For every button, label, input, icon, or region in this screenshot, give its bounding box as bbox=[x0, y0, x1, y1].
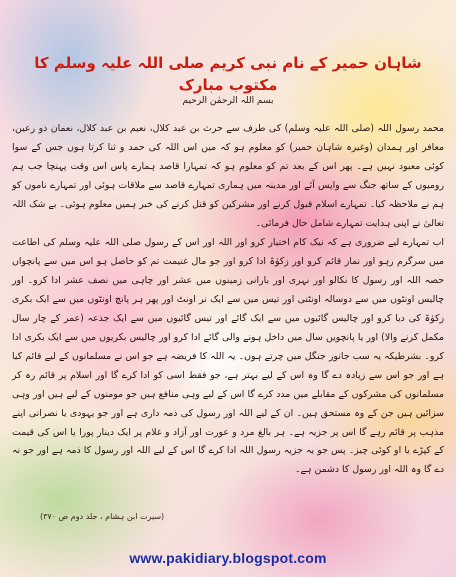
letter-body bbox=[12, 120, 444, 481]
basmala: بسم اللہ الرحمٰن الرحیم bbox=[182, 96, 274, 106]
blog-url[interactable]: www.pakidiary.blogspot.com bbox=[129, 550, 327, 566]
source-citation: (سیرت ابن ہشام ، جلد دوم ص ۳۷۰) bbox=[40, 512, 165, 521]
page-title: شاہان حمیر کے نام نبی کریم صلی اللہ علیہ وسلم کا مکتوب مبارک bbox=[34, 54, 422, 94]
paragraph-intro: محمد رسول اللہ (صلی اللہ علیہ وسلم) کی طرف سے حرث بن عبد کلال، نعیم بن عبد کلال، نعمان ذو رعین، معافر اور ہمدان (وغیرہ شاہان حمیر) کو معلوم ہو کہ میں اس اللہ کی حمد و ثنا کرتا ہوں جس کے سوا کوئی معبود نہیں ہے۔ پھر اس کے بعد تم کو معلوم ہو کہ تمہارا قاصد ہمارے پاس اس وقت پہنچا جب ہم رومیوں کے ساتھ جنگ سے واپس آئے اور مدینہ میں ہماری تمہارے قاصد سے ملاقات ہوئی اور تمہارے ناموں کو ہم نے ملاحظہ کیا۔ تمہارے اسلام قبول کرنے اور مشرکین کو قتل کرنے کی خبر ہمیں معلوم ہوئی۔ بے شک اللہ تعالیٰ نے اپنی ہدایت تمہارے شامل حال فرمائی۔ bbox=[12, 123, 444, 229]
paragraph-obligations: اب تمہارے لیے ضروری ہے کہ نیک کام اختیار کرو اور اللہ اور اس کے رسول صلی اللہ علیہ وسلم کی اطاعت میں سرگرم رہو اور نماز قائم کرو اور زکوٰۃ ادا کرو اور جو مال غنیمت تم کو حاصل ہو اس میں سے پانچواں حصہ اللہ اور رسول کا نکالو اور نہری اور بارانی زمینوں میں عشر اور چاہی میں نصف عشر ادا کرو۔ اور چالیس اونٹوں میں سے دوسالہ اونٹنی اور تیس میں سے ایک نر اونٹ اور پھر ہر پانچ اونٹوں میں سے ایک بکری زکوٰۃ کی دیا کرو اور چالیس گائیوں میں سے ایک گائے اور تیس گائیوں میں سے ایک جذعہ (عمر کے چار سال مکمل کرنے والا) اور یا پانچویں سال میں داخل ہونے والی گائے ادا کرو اور چالیس بکریوں میں سے ایک بکری ادا کرو۔ بشرطیکہ یہ سب جانور جنگل میں چرتے ہوں۔ یہ اللہ کا فریضہ ہے جو اس نے مسلمانوں کے لیے قائم کیا ہے اور جو اس سے زیادہ دے گا وہ اس کے لیے بہتر ہے، جو فقط اسی کو ادا کرے گا اور اسلام پر قائم رہ کر مسلمانوں کی مشرکوں کے مقابلے میں مدد کرے گا اس کے لیے وہی منافع ہیں جو مومنوں کے لیے ہیں اور وہی سزائیں ہیں جن کے وہ مستحق ہیں۔ ان کے لیے اللہ اور رسول کی ذمہ داری ہے اور جو یہودی یا نصرانی اپنے مذہب پر قائم رہے گا اس پر جزیہ ہے۔ ہر بالغ مرد و عورت اور آزاد و غلام پر ایک دینار پورا یا اس کی قیمت کے کپڑے یا او کوئی چیز۔ پس جو یہ جزیہ رسول اللہ ادا کرے گا اس کے لیے اللہ اور رسول کا ذمہ ہے اور جو نہ دے گا وہ اللہ اور رسول کا دشمن ہے۔ bbox=[12, 237, 444, 476]
